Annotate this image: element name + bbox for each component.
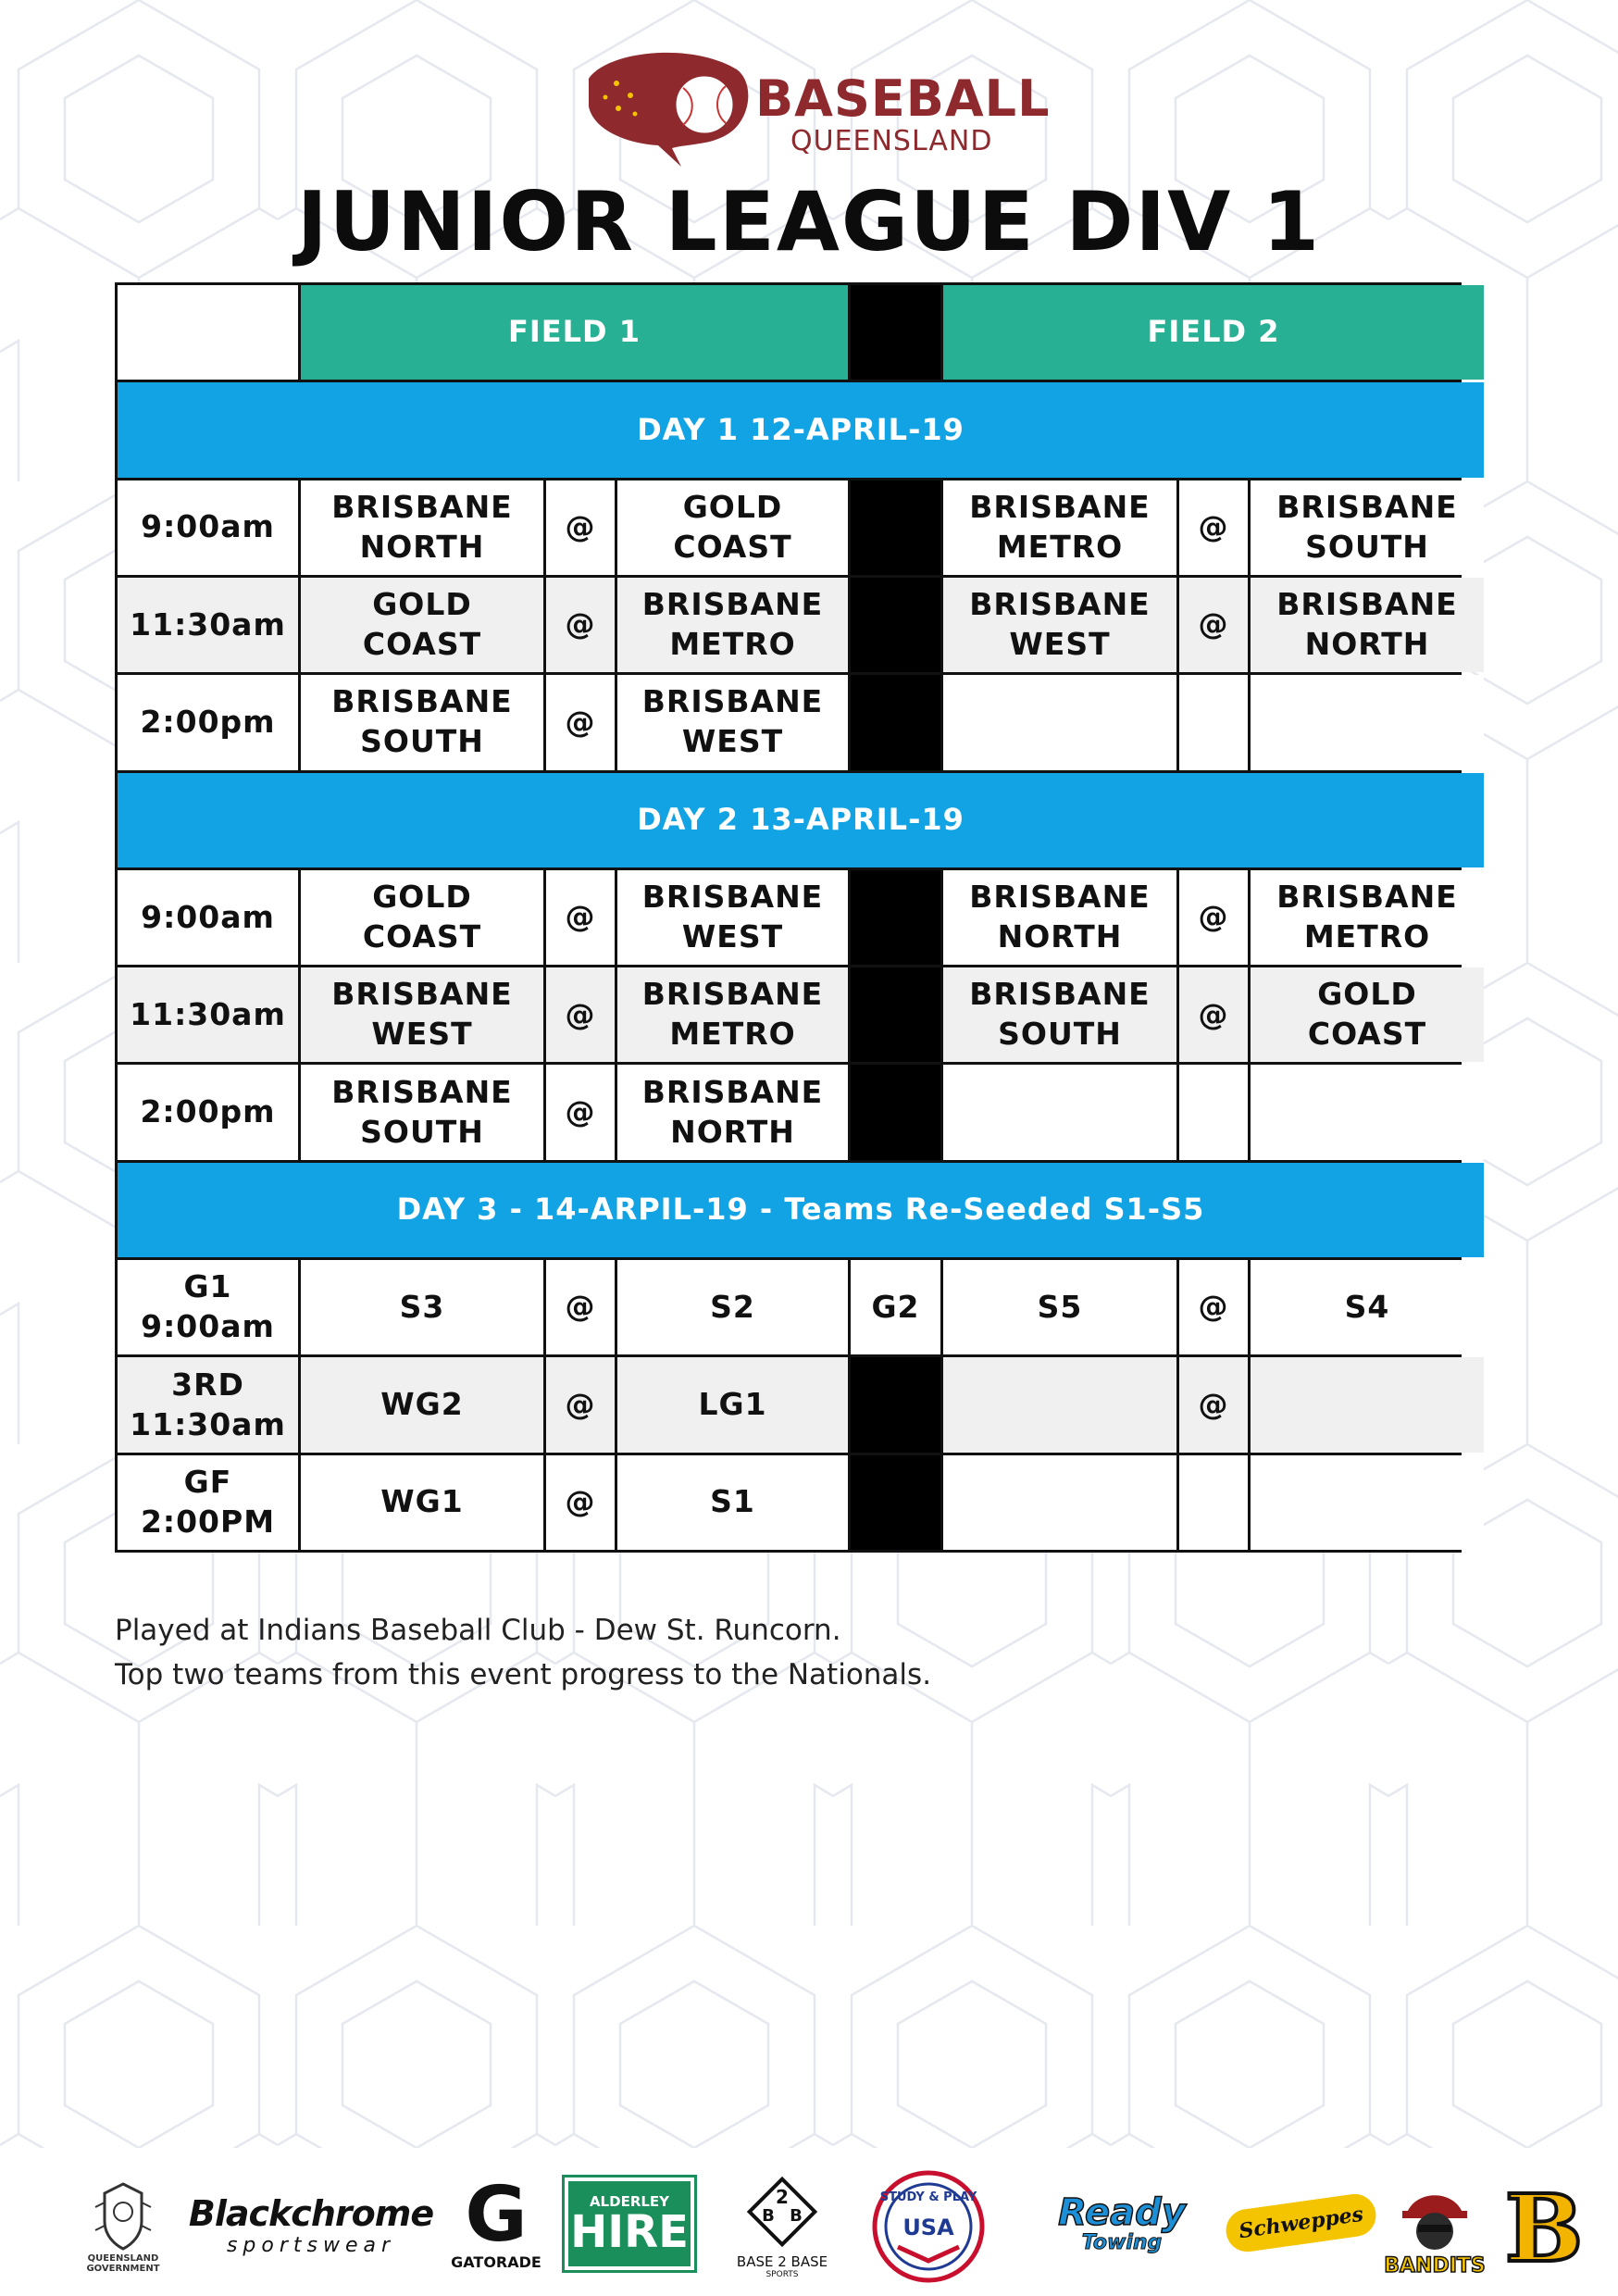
game-time: 11:30am (118, 578, 298, 672)
base2base-sub: SPORTS (765, 2270, 799, 2279)
team-away: BRISBANE NORTH (617, 1065, 848, 1159)
at-symbol: @ (1179, 1357, 1248, 1452)
team-home: WG2 (301, 1357, 543, 1452)
b-letter: B (1504, 2174, 1584, 2283)
team-away: BRISBANE METRO (617, 967, 848, 1062)
team-away: S4 (1251, 1260, 1484, 1354)
qld-gov-text-1: QUEENSLAND (87, 2253, 159, 2264)
day-header: DAY 3 - 14-ARPIL-19 - Teams Re-Seeded S1-S5 (118, 1163, 1484, 1257)
at-symbol: @ (1179, 967, 1248, 1062)
study-play-text: STUDY & PLAY (879, 2190, 977, 2204)
team-home: S5 (943, 1260, 1176, 1354)
base2base-diamond-icon (741, 2170, 824, 2253)
base2base-logo (726, 2165, 839, 2285)
team-away: BRISBANE METRO (1251, 870, 1484, 965)
qld-gov-text-2: GOVERNMENT (86, 2264, 160, 2274)
team-home: BRISBANE NORTH (943, 870, 1176, 965)
qld-crest-icon (91, 2179, 156, 2253)
at-symbol: @ (546, 675, 615, 769)
team-away: BRISBANE WEST (617, 870, 848, 965)
team-home (943, 1357, 1176, 1452)
b-logo (1504, 2168, 1584, 2289)
team-home: BRISBANE SOUTH (301, 675, 543, 769)
team-home: BRISBANE SOUTH (943, 967, 1176, 1062)
study-play-usa-logo (870, 2168, 987, 2285)
team-home (943, 1065, 1176, 1159)
team-away (1251, 675, 1484, 769)
team-home: BRISBANE WEST (943, 578, 1176, 672)
event-notes (115, 1608, 931, 1697)
at-symbol: @ (546, 967, 615, 1062)
game-label-cell: G2 (851, 1260, 940, 1354)
team-home: BRISBANE METRO (943, 480, 1176, 575)
team-home: BRISBANE NORTH (301, 480, 543, 575)
game-time: 11:30am (118, 967, 298, 1062)
divider-cell (851, 967, 940, 1062)
team-home (943, 1455, 1176, 1550)
game-time: GF 2:00PM (118, 1455, 298, 1550)
team-away: GOLD COAST (617, 480, 848, 575)
blackchrome-logo (181, 2183, 441, 2266)
gatorade-text: GATORADE (451, 2252, 541, 2271)
svg-text:B: B (790, 2206, 803, 2226)
team-away: LG1 (617, 1357, 848, 1452)
at-symbol: @ (546, 870, 615, 965)
game-time: 2:00pm (118, 1065, 298, 1159)
game-time: G1 9:00am (118, 1260, 298, 1354)
divider-cell (851, 675, 940, 769)
at-symbol (1179, 1455, 1248, 1550)
team-home (943, 675, 1176, 769)
blackchrome-sub: sportswear (226, 2233, 396, 2257)
team-away: BRISBANE WEST (617, 675, 848, 769)
team-away (1251, 1455, 1484, 1550)
at-symbol: @ (1179, 870, 1248, 965)
at-symbol: @ (546, 1455, 615, 1550)
at-symbol (1179, 1065, 1248, 1159)
ready-text: Ready (1058, 2190, 1186, 2234)
team-away: BRISBANE SOUTH (1251, 480, 1484, 575)
svg-text:2: 2 (776, 2186, 789, 2208)
logo-text-baseball: BASEBALL (755, 69, 1051, 128)
day-header: DAY 1 12-APRIL-19 (118, 382, 1484, 477)
at-symbol (1179, 675, 1248, 769)
baseball-queensland-logo (579, 42, 1051, 171)
team-away: BRISBANE NORTH (1251, 578, 1484, 672)
team-away (1251, 1357, 1484, 1452)
towing-text: Towing (1081, 2230, 1163, 2254)
at-symbol: @ (546, 1065, 615, 1159)
sponsor-bar (0, 2148, 1618, 2296)
at-symbol: @ (546, 480, 615, 575)
field2-header: FIELD 2 (943, 285, 1484, 380)
team-home: BRISBANE WEST (301, 967, 543, 1062)
at-symbol: @ (1179, 1260, 1248, 1354)
game-time: 3RD 11:30am (118, 1357, 298, 1452)
usa-text: USA (902, 2215, 954, 2240)
page-title: JUNIOR LEAGUE DIV 1 (296, 174, 1322, 269)
svg-text:B: B (762, 2206, 775, 2226)
bandits-text: BANDITS (1384, 2253, 1486, 2277)
baseball-logo-icon (579, 42, 755, 171)
divider-cell (851, 480, 940, 575)
divider-cell (851, 1065, 940, 1159)
divider-cell (851, 1357, 940, 1452)
alderley-text: ALDERLEY (589, 2193, 670, 2210)
field1-header: FIELD 1 (301, 285, 848, 380)
at-symbol: @ (546, 1260, 615, 1354)
game-time: 2:00pm (118, 675, 298, 769)
ready-towing-logo (1029, 2187, 1214, 2261)
hire-text: HIRE (570, 2206, 689, 2258)
schweppes-logo (1237, 2190, 1366, 2255)
team-home: GOLD COAST (301, 578, 543, 672)
note-nationals: Top two teams from this event progress to the Nationals. (115, 1658, 932, 1691)
day-header: DAY 2 13-APRIL-19 (118, 773, 1484, 867)
bandits-logo (1379, 2168, 1490, 2289)
team-away: BRISBANE METRO (617, 578, 848, 672)
schedule-table (115, 282, 1462, 1553)
at-symbol: @ (546, 578, 615, 672)
team-away: S1 (617, 1455, 848, 1550)
note-venue: Played at Indians Baseball Club - Dew St. Runcorn. (115, 1614, 841, 1647)
gatorade-g-icon: G (465, 2170, 528, 2259)
gatorade-logo (450, 2168, 542, 2279)
team-home: BRISBANE SOUTH (301, 1065, 543, 1159)
game-time: 9:00am (118, 480, 298, 575)
divider-cell (851, 285, 940, 380)
at-symbol: @ (1179, 480, 1248, 575)
game-time: 9:00am (118, 870, 298, 965)
at-symbol: @ (1179, 578, 1248, 672)
alderley-hire-logo (565, 2177, 694, 2270)
team-away (1251, 1065, 1484, 1159)
divider-cell (851, 1455, 940, 1550)
base2base-text: BASE 2 BASE (736, 2253, 828, 2270)
bandits-mascot-icon (1398, 2180, 1472, 2254)
team-home: WG1 (301, 1455, 543, 1550)
schweppes-text: Schweppes (1224, 2191, 1379, 2254)
at-symbol: @ (546, 1357, 615, 1452)
logo-text-queensland: QUEENSLAND (790, 125, 993, 157)
divider-cell (851, 578, 940, 672)
blackchrome-text: Blackchrome (188, 2192, 434, 2234)
team-away: GOLD COAST (1251, 967, 1484, 1062)
team-away: S2 (617, 1260, 848, 1354)
team-home: GOLD COAST (301, 870, 543, 965)
team-home: S3 (301, 1260, 543, 1354)
header-corner-cell (118, 285, 298, 380)
divider-cell (851, 870, 940, 965)
qld-government-logo (81, 2166, 165, 2287)
